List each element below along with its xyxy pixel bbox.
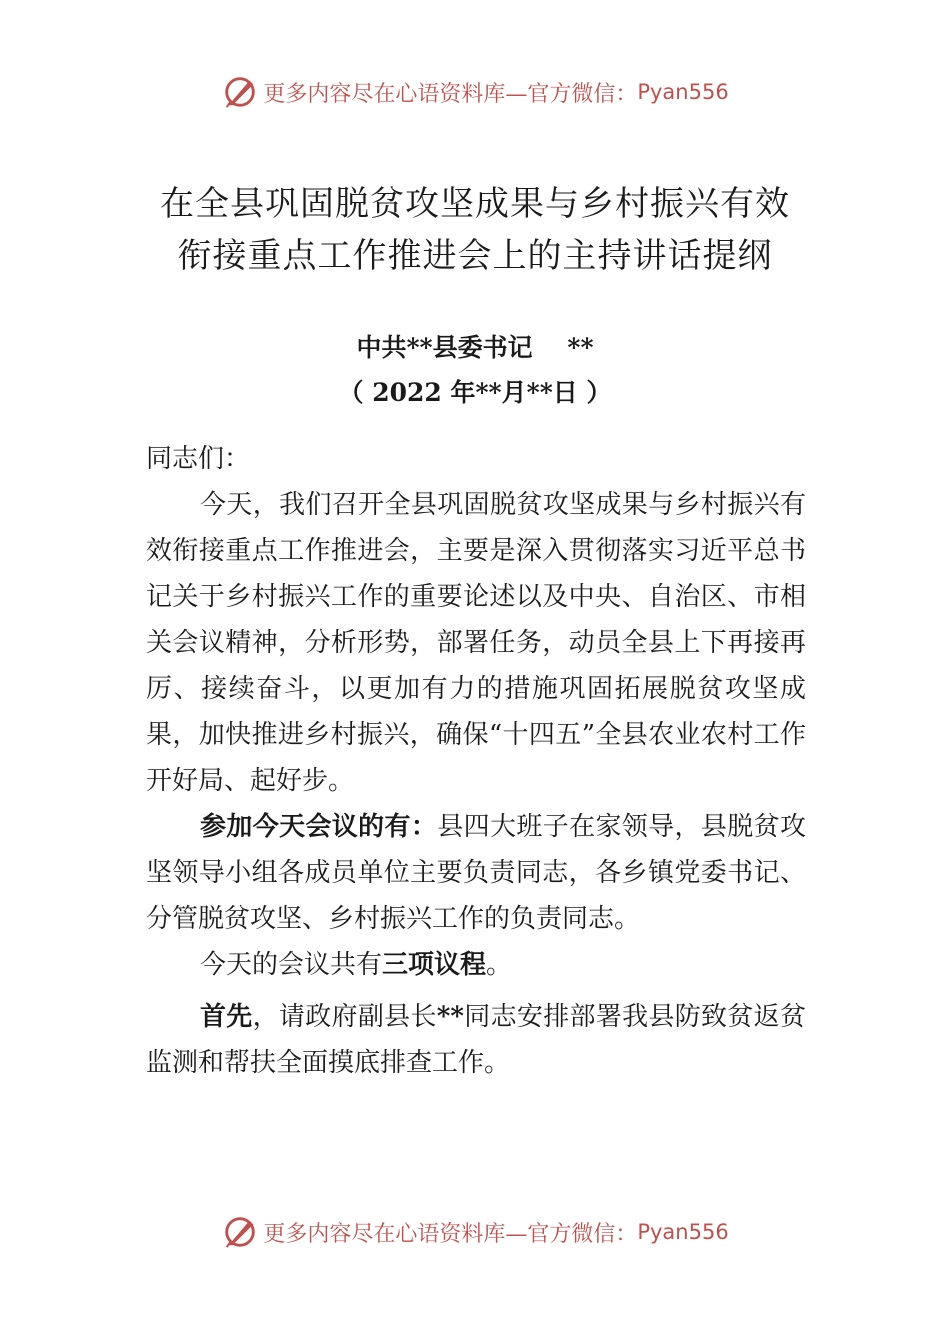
title-line-2: 衔接重点工作推进会上的主持讲话提纲 <box>177 236 773 276</box>
first-item-lead: 首先 <box>200 1002 253 1032</box>
paragraph-agenda <box>146 942 806 988</box>
paragraph-attendees <box>146 804 806 942</box>
quill-pen-logo-icon <box>221 73 259 111</box>
agenda-lead: 今天的会议共有 <box>200 950 383 980</box>
first-item-text: 同志安排部署我县防致贫返贫监测和帮扶全面摸底排查工作。 <box>146 1002 806 1078</box>
document-title <box>0 178 950 282</box>
quill-pen-logo-icon <box>221 1213 259 1251</box>
watermark-wechat-id: Pyan556 <box>637 80 729 104</box>
salutation: 同志们： <box>146 444 251 474</box>
watermark-banner-top <box>0 70 950 114</box>
watermark-wechat-id: Pyan556 <box>637 1220 729 1244</box>
paragraph-first-item <box>146 994 806 1086</box>
title-line-1: 在全县巩固脱贫攻坚成果与乡村振兴有效 <box>160 184 790 224</box>
attendees-lead: 参加今天会议的有： <box>200 812 438 842</box>
watermark-text: 更多内容尽在心语资料库—官方微信： <box>263 81 638 107</box>
watermark-text: 更多内容尽在心语资料库—官方微信： <box>263 1221 638 1247</box>
author-line: 中共**县委书记 ** <box>356 333 594 362</box>
attendees-text: 县四大班子在家领导，县脱贫攻坚领导小组各成员单位主要负责同志，各乡镇党委书记、分管脱贫攻坚、乡村振兴工作的负责同志。 <box>146 812 806 934</box>
agenda-end: 。 <box>486 950 513 980</box>
first-item-mid: ，请政府副县长 <box>252 1002 437 1032</box>
paragraph-opening: 今天，我们召开全县巩固脱贫攻坚成果与乡村振兴有效衔接重点工作推进会，主要是深入贯彻落实习近平总书记关于乡村振兴工作的重要论述以及中央、自治区、市相关会议精神，分析形势，部署任务，动员全县上下再接再厉、接续奋斗，以更加有力的措施巩固拓展脱贫攻坚成果，加快推进乡村振兴，确保“十四五”全县农业农村工作开好局、起好步。 <box>146 490 806 796</box>
first-item-name: ** <box>436 1002 464 1032</box>
date-line: （ 2022 年**月**日 ） <box>338 378 612 407</box>
agenda-count: 三项议程 <box>382 950 487 980</box>
watermark-banner-bottom <box>0 1210 950 1254</box>
